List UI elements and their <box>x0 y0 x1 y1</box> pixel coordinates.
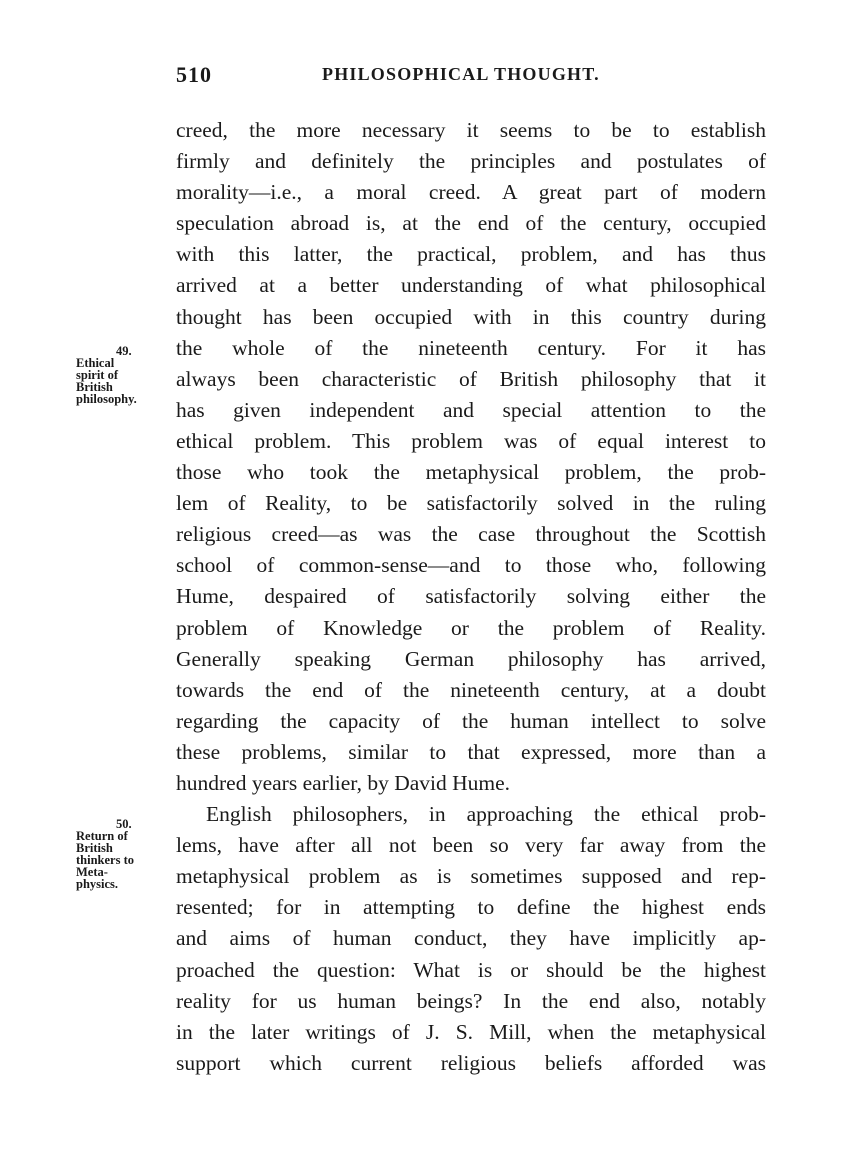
text-line: in the later writings of J. S. Mill, when the metaphysical <box>176 1019 766 1044</box>
body-text <box>176 115 766 1079</box>
margin-note-number: 50. <box>116 817 132 831</box>
text-line: support which current religious beliefs afforded was <box>176 1050 766 1075</box>
margin-note-number: 49. <box>116 344 132 358</box>
margin-note-line: Meta- <box>76 865 108 879</box>
text-line: Hume, despaired of satisfactorily solving either the <box>176 584 766 609</box>
margin-note-line: British <box>76 841 113 855</box>
text-line: religious creed—as was the case throughout the Scottish <box>176 522 766 547</box>
text-line: regarding the capacity of the human intellect to solve <box>176 708 766 733</box>
text-line: with this latter, the practical, problem, and has thus <box>176 242 766 267</box>
text-line: proached the question: What is or should be the highest <box>176 957 766 982</box>
text-line: thought has been occupied with in this country during <box>176 304 766 329</box>
text-line: always been characteristic of British philosophy that it <box>176 366 766 391</box>
text-line: has given independent and special attention to the <box>176 397 766 422</box>
text-line: those who took the metaphysical problem, the prob- <box>176 460 766 485</box>
text-line: hundred years earlier, by David Hume. <box>176 770 511 795</box>
page-number: 510 <box>176 62 212 87</box>
text-line: ethical problem. This problem was of equal interest to <box>176 428 766 453</box>
text-line: problem of Knowledge or the problem of Reality. <box>176 615 766 640</box>
text-line: metaphysical problem as is sometimes supposed and rep- <box>176 864 766 889</box>
text-line: towards the end of the nineteenth century, at a doubt <box>176 677 766 702</box>
text-line: the whole of the nineteenth century. For it has <box>176 335 766 360</box>
margin-note-line: thinkers to <box>76 853 134 867</box>
margin-note-49 <box>76 345 171 405</box>
margin-note-line: philosophy. <box>76 392 137 406</box>
text-line: reality for us human beings? In the end also, notably <box>176 988 766 1013</box>
text-line: Generally speaking German philosophy has arrived, <box>176 646 766 671</box>
margin-note-line: spirit of <box>76 368 119 382</box>
text-line: and aims of human conduct, they have implicitly ap- <box>176 926 766 951</box>
margin-note-line: physics. <box>76 877 119 891</box>
text-line: English philosophers, in approaching the ethical prob- <box>206 802 766 827</box>
running-head: PHILOSOPHICAL THOUGHT. <box>322 64 600 84</box>
margin-note-line: Return of <box>76 829 128 843</box>
text-line: morality—i.e., a moral creed. A great part of modern <box>176 180 766 205</box>
text-line: resented; for in attempting to define the highest ends <box>176 895 766 920</box>
text-line: speculation abroad is, at the end of the century, occupied <box>176 211 766 236</box>
text-line: firmly and definitely the principles and postulates of <box>176 149 766 174</box>
page-header <box>176 62 766 94</box>
text-line: lems, have after all not been so very far away from the <box>176 833 766 858</box>
margin-note-line: Ethical <box>76 356 115 370</box>
text-line: these problems, similar to that expressed, more than a <box>176 739 766 764</box>
margin-note-50 <box>76 818 171 890</box>
text-line: arrived at a better understanding of what philosophical <box>176 273 766 298</box>
text-line: school of common-sense—and to those who, following <box>176 553 766 578</box>
text-line: creed, the more necessary it seems to be to establish <box>176 118 766 142</box>
margin-note-line: British <box>76 380 113 394</box>
text-line: lem of Reality, to be satisfactorily solved in the ruling <box>176 491 766 516</box>
